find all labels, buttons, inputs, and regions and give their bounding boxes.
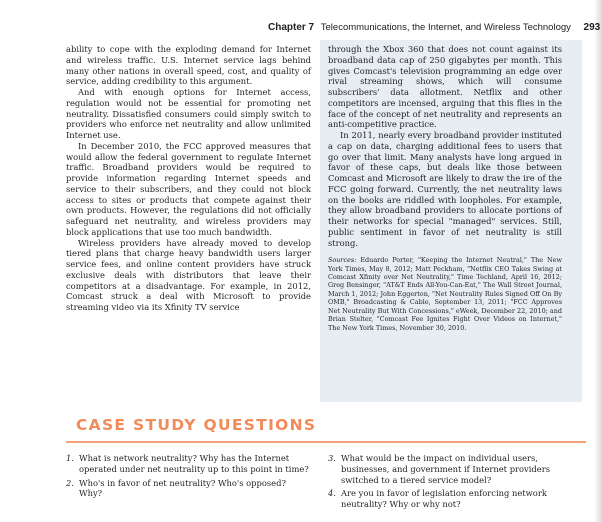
question-item: [66, 453, 311, 475]
sources-label: Sources:: [328, 256, 357, 265]
section-title: Telecommunications, the Internet, and Wireless Technology: [320, 22, 571, 33]
left-column: [66, 44, 311, 313]
paragraph: Wireless providers have already moved to develop tiered plans that charge heavy bandwidth users larger service fees, and online content providers have struck exclusive deals with distributors that leave their competitors at a disadvantage. For example, in 2012, Comcast struck a deal with Microsoft to provide streaming video via its Xfinity TV service: [66, 237, 311, 312]
questions-left: [66, 453, 311, 502]
question-text: What would be the impact on individual users, businesses, and government if Internet providers switched to a tiered service model?: [341, 453, 550, 485]
question-number: 2.: [66, 477, 74, 488]
question-number: 4.: [328, 488, 336, 499]
right-column: [328, 44, 562, 332]
page-number: 293: [583, 22, 601, 33]
question-number: 3.: [328, 453, 336, 463]
divider: [66, 441, 586, 443]
question-number: 1.: [66, 453, 74, 463]
paragraph: through the Xbox 360 that does not count against its broadband data cap of 250 gigabytes per month. This gives Comcast's television programming an edge over rival streaming shows, which will consume subscribers' data allotment. Netflix and other competitors are incensed, arguing that this flies in the face of the concept of net neutrality and represents an anti-competitive practice.: [328, 44, 562, 130]
sources-note: [328, 256, 562, 332]
page-edge-shadow: [594, 0, 602, 522]
case-study-title: CASE STUDY QUESTIONS: [76, 416, 317, 434]
question-text: What is network neutrality? Why has the Internet operated under net neutrality up to this point in time?: [79, 453, 309, 474]
paragraph: In 2011, nearly every broadband provider instituted a cap on data, charging additional fees to users that go over that limit. Many analysts have long argued in favor of these caps, but deals like those between Comcast and Microsoft are likely to draw the ire of the FCC going forward. Currently, the net neutrality laws on the books are riddled with loopholes. For example, they allow broadband providers to allocate portions of their networks for special "managed" services. Still, public sentiment in favor of net neutrality is still strong.: [328, 130, 562, 248]
running-header: [268, 22, 600, 36]
chapter-label: Chapter 7: [268, 22, 315, 33]
question-item: [66, 478, 311, 500]
question-item: [328, 488, 578, 510]
paragraph: ability to cope with the exploding demand for Internet and wireless traffic. U.S. Internet service lags behind many other nations in overall speed, cost, and quality of service, adding credibility to this argument.: [66, 44, 311, 87]
question-item: [328, 453, 578, 485]
question-text: Are you in favor of legislation enforcing network neutrality? Why or why not?: [341, 488, 547, 510]
paragraph: And with enough options for Internet access, regulation would not be essential for promoting net neutrality. Dissatisfied consumers could simply switch to providers who enforce net neutrality and allow unlimited Internet use.: [66, 87, 311, 140]
sources-text: Eduardo Porter, "Keeping the Internet Neutral," The New York Times, May 8, 2012; Matt Peckham, "Netflix CEO Takes Swing at Comcast Xfinity over Net Neutrality," Time Techland, April 16, 2012; Greg Bensinger, "AT&T Ends All-You-Can-Eat," The Wall Street Journal, March 1, 2012; John Eggerton, "Net Neutrality Rules Signed Off On By OMB," Broadcasting & Cable, September 13, 2011; "FCC Approves Net Neutrality But With Concessions," eWeek, December 22, 2010; and Brian Stelter, "Comcast Fee Ignites Fight Over Videos on Internet," The New York Times, November 30, 2010.: [328, 256, 562, 332]
paragraph: In December 2010, the FCC approved measures that would allow the federal government to regulate Internet traffic. Broadband providers would be required to provide information regarding Internet speeds and service to their subscribers, and they could not block access to sites or products that compete against their own products. However, the regulations did not officially safeguard net neutrality, and wireless providers may block applications that use too much bandwidth.: [66, 140, 311, 237]
questions-right: [328, 453, 578, 513]
question-text: Who's in favor of net neutrality? Who's opposed? Why?: [79, 477, 286, 499]
